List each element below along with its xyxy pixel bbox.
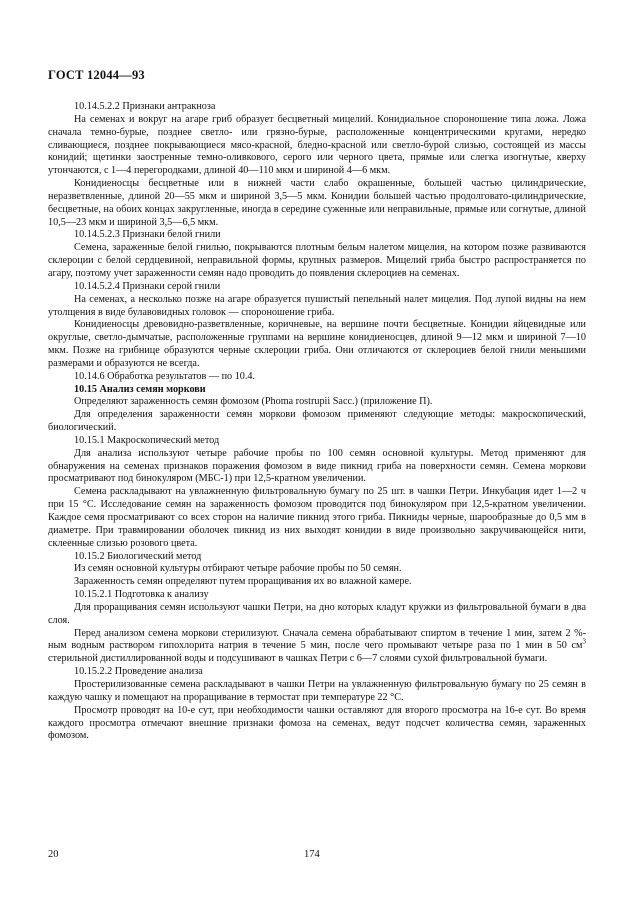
paragraph: Для анализа используют четыре рабочие пробы по 100 семян основной культуры. Метод применяют для обнаружения на семенах признаков поражения фомозом в виде пикнид гриба на поверхности семян. Семена моркови просматривают под бинокуляром (МБС-1) при 12,5-кратном увеличении. <box>48 447 586 485</box>
paragraph: Из семян основной культуры отбирают четыре рабочие пробы по 50 семян. <box>74 563 402 575</box>
section-heading: 10.15.2 Биологический метод <box>74 550 202 562</box>
paragraph: Семена, зараженные белой гнилью, покрываются плотным белым налетом мицелия, на котором позже развиваются склероции с белой сердцевиной, неправильной формы, крупных размеров. Мицелий гриба быстро распространяется по агару, поэтому учет зараженности семян надо проводить до появления склероциев на семенах. <box>48 242 586 279</box>
page-number-center: 174 <box>304 849 320 860</box>
section-heading: 10.14.5.2.3 Признаки белой гнили <box>74 229 221 241</box>
document-body <box>48 101 586 743</box>
document-header: ГОСТ 12044—93 <box>48 68 145 82</box>
paragraph: Определяют зараженность семян фомозом (Phoma rostrupii Sacc.) (приложение П). <box>74 396 433 408</box>
section-heading: 10.15.2.1 Подготовка к анализу <box>74 589 209 601</box>
paragraph: Простерилизованные семена раскладывают в чашки Петри на увлажненную фильтровальную бумагу по 25 семян в каждую чашку и помещают на проращивание в термостат при температуре 22 °С. <box>48 678 586 703</box>
section-heading: 10.14.5.2.2 Признаки антракноза <box>74 101 216 112</box>
paragraph: Семена раскладывают на увлажненную фильтровальную бумагу по 25 шт. в чашки Петри. Инкубация идет 1—2 ч при 15 °С. Исследование семян на зараженность фомозом проводится под бинокуляром при 12,5-кратном увеличении. Каждое семя просматривают со всех сторон на наличие пикнид этого гриба. Пикниды черные, шарообразные до 0,5 мм в диаметре. При травмировании оболочек пикнид из них выходят конидии в виде произвольно закручивающейся нити, склеенные слизью розового цвета. <box>48 486 586 549</box>
section-heading: 10.15.2.2 Проведение анализа <box>74 666 203 678</box>
paragraph: 10.14.6 Обработка результатов — по 10.4. <box>74 370 256 382</box>
section-heading-bold: 10.15 Анализ семян моркови <box>74 383 206 395</box>
paragraph: Зараженность семян определяют путем проращивания их во влажной камере. <box>74 576 412 588</box>
section-heading: 10.14.5.2.4 Признаки серой гнили <box>74 280 221 292</box>
paragraph: Для определения зараженности семян моркови фомозом применяют следующие методы: макроскопический, биологический. <box>48 409 586 434</box>
paragraph-text: Перед анализом семена моркови стерилизуют. Сначала семена обрабатывают спиртом в течение 1 мин, затем 2 %-ным водным раствором гипохлорита натрия в течение 5 мин, после чего промывают четыре раза по 1 мин в 50 см <box>48 627 586 652</box>
paragraph: Для проращивания семян используют чашки Петри, на дно которых кладут кружки из фильтровальной бумаги в два слоя. <box>48 601 586 626</box>
paragraph-text: стерильной дистиллированной воды и подсушивают в чашках Петри с 6—7 слоями сухой фильтровальной бумаги. <box>48 653 548 665</box>
paragraph: Конидиеносцы древовидно-разветвленные, коричневые, на вершине почти бесцветные. Конидии яйцевидные или округлые, светло-дымчатые, расположенные группами на вершине конидиеносцев, длиной 9—12 мкм и шириной 7—10 мкм. Позже на грибнице образуются черные склероции гриба. Они отличаются от склероциев белой гнили меньшими размерами и образуются не всегда. <box>48 319 586 369</box>
page-number: 20 <box>48 849 59 860</box>
section-heading: 10.15.1 Макроскопический метод <box>74 434 220 446</box>
paragraph <box>48 628 586 667</box>
paragraph: На семенах и вокруг на агаре гриб образует бесцветный мицелий. Конидиальное спороношение типа ложа. Ложа сначала темно-бурые, позднее светло- или грязно-бурые, расположенные концентрическими кругами, нередко сливающиеся, позднее покрывающиеся мясо-красной, бледно-красной или светло-бурой слизью, состоящей из массы конидий; щетинки заостренные темно-оливкового, серого или черного цвета, прямые или слегка изогнутые, кверху утончаются, с 1—4 перегородками, длиной 40—110 мкм и шириной 4—6 мкм. <box>48 113 586 177</box>
paragraph: На семенах, а несколько позже на агаре образуется пушистый пепельный налет мицелия. Под лупой видны на нем утолщения в виде булавовидных головок — спороношение гриба. <box>48 293 586 318</box>
superscript: 3 <box>582 638 586 647</box>
paragraph: Просмотр проводят на 10-е сут, при необходимости чашки оставляют для второго просмотра на 16-е сут. Во время каждого просмотра отмечают внешние признаки фомоза на семенах, ведут подсчет количества семян, зараженных фомозом. <box>48 704 586 742</box>
paragraph: Конидиеносцы бесцветные или в нижней части слабо окрашенные, большей частью цилиндрические, неразветвленные, длиной 20—55 мкм и шириной 3,5—5 мкм. Конидии большей частью продолговато-цилиндрические, бесцветные, на обоих концах закругленные, иногда в середине суженные или неправильные, прямые или согнутые, длиной 10,5—23 мкм и шириной 3,5—6,5 мкм. <box>48 178 586 228</box>
